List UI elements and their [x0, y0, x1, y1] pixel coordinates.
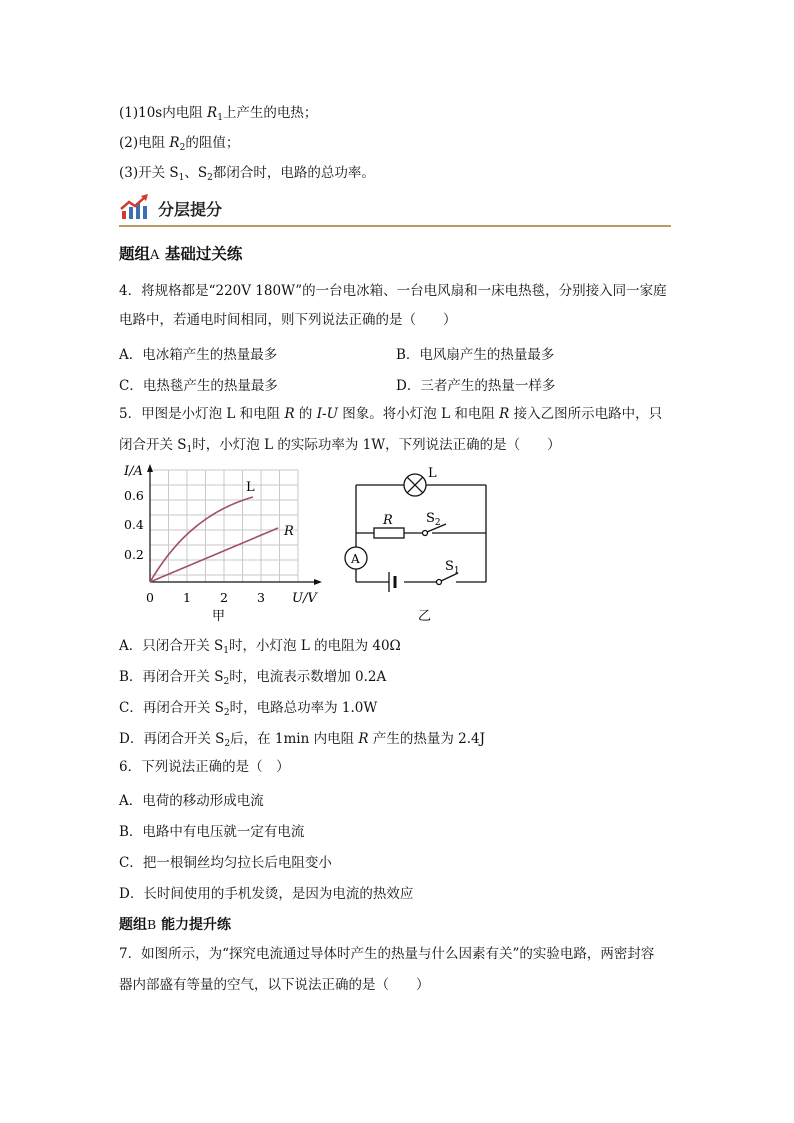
- curve-l-label: L: [246, 480, 255, 495]
- ammeter-label: A: [351, 552, 360, 566]
- x-tick-0: 0: [146, 590, 154, 605]
- q4-option-b[interactable]: B．电风扇产生的热量最多: [396, 347, 555, 363]
- y-axis-arrow-icon: [147, 464, 153, 472]
- q5-option-d[interactable]: D．再闭合开关 $S_2$后，在 1min 内电阻 R 产生的热量为 2.4J: [119, 731, 486, 749]
- y-axis-label: I/A: [124, 464, 143, 479]
- x-axis-arrow-icon: [314, 579, 322, 585]
- x-tick-3: 3: [257, 590, 265, 605]
- subq-3: (3)开关 $S_1$、$S_2$都闭合时，电路的总功率。: [119, 165, 375, 183]
- y-tick-0.2: 0.2: [124, 547, 144, 562]
- resistor-label: R: [383, 513, 393, 528]
- q4-option-a[interactable]: A．电冰箱产生的热量最多: [119, 347, 278, 363]
- q4-stem-line2: 电路中，若通电时间相同，则下列说法正确的是（ ）: [119, 312, 457, 328]
- resistor-icon: [374, 528, 404, 538]
- q4-stem-line1: 4．将规格都是“220V 180W”的一台电冰箱、一台电风扇和一床电热毯，分别接入同一家庭: [119, 283, 667, 299]
- q6-stem: 6．下列说法正确的是（ ）: [119, 759, 290, 775]
- battery-icon: [389, 572, 395, 592]
- subq-1: (1)10s内电阻 $R_1$上产生的电热；: [119, 105, 318, 123]
- switch-s2-label: $S_2$: [426, 511, 441, 528]
- x-tick-1: 1: [183, 590, 191, 605]
- q6-option-b[interactable]: B．电路中有电压就一定有电流: [119, 824, 305, 840]
- graph-grid: [150, 470, 298, 582]
- q5-stem-line1: 5．甲图是小灯泡 L 和电阻 R 的 I-U 图象。将小灯泡 L 和电阻 R 接入乙图所示电路中，只: [119, 406, 663, 422]
- y-tick-0.4: 0.4: [124, 517, 144, 532]
- q4-option-d[interactable]: D．三者产生的热量一样多: [396, 378, 556, 394]
- q6-option-d[interactable]: D．长时间使用的手机发烫，是因为电流的热效应: [119, 886, 414, 902]
- curve-l: [150, 497, 253, 582]
- section-divider: [119, 225, 671, 227]
- group-b-heading: 题组B 能力提升练: [119, 917, 232, 933]
- y-tick-0.6: 0.6: [124, 488, 144, 503]
- q5-option-c[interactable]: C．再闭合开关 $S_2$时，电路总功率为 1.0W: [119, 700, 378, 718]
- lamp-label: L: [428, 466, 437, 481]
- circuit-caption: 乙: [418, 609, 432, 624]
- switch-s1-label: $S_1$: [445, 559, 460, 576]
- lamp-icon: [404, 474, 426, 496]
- q7-stem-line1: 7．如图所示，为“探究电流通过导体时产生的热量与什么因素有关”的实验电路，两密封容: [119, 946, 655, 962]
- line-r-label: R: [284, 524, 294, 539]
- subq-2: (2)电阻 $R_2$的阻值；: [119, 135, 240, 153]
- iu-graph: [118, 460, 328, 628]
- group-a-heading: 题组A 基础过关练: [119, 244, 243, 263]
- section-title: 分层提分: [158, 200, 223, 219]
- x-axis-label: U/V: [292, 591, 317, 606]
- graph-caption: 甲: [212, 609, 226, 624]
- q4-option-c[interactable]: C．电热毯产生的热量最多: [119, 378, 278, 394]
- q5-stem-line2: 闭合开关 $S_1$时，小灯泡 L 的实际功率为 1W，下列说法正确的是（ ）: [119, 437, 561, 455]
- q5-option-b[interactable]: B．再闭合开关 $S_2$时，电流表示数增加 0.2A: [119, 669, 387, 687]
- q5-option-a[interactable]: A．只闭合开关 $S_1$时，小灯泡 L 的电阻为 40Ω: [119, 638, 401, 656]
- q6-option-a[interactable]: A．电荷的移动形成电流: [119, 793, 264, 809]
- x-tick-2: 2: [220, 590, 228, 605]
- q7-stem-line2: 器内部盛有等量的空气，以下说法正确的是（ ）: [119, 977, 430, 993]
- q6-option-c[interactable]: C．把一根铜丝均匀拉长后电阻变小: [119, 855, 332, 871]
- circuit-diagram: [334, 460, 504, 628]
- chart-growth-icon: [119, 194, 159, 220]
